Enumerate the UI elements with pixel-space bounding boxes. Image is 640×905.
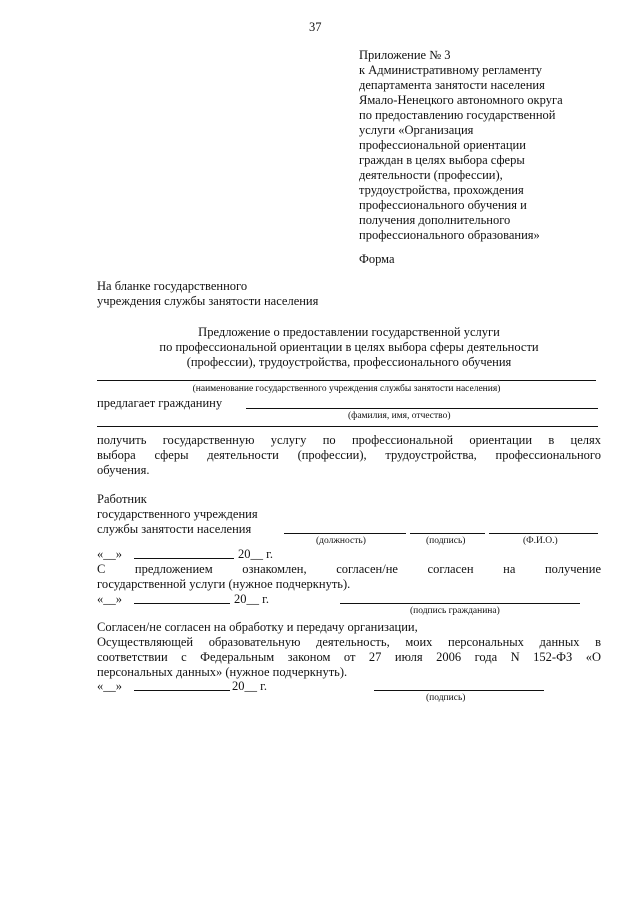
body-line: выбора сферы деятельности (профессии), трудоустройства, профессионального [97, 448, 601, 462]
consent-line: Осуществляющей образовательную деятельность, моих персональных данных в [97, 635, 601, 649]
appendix-line: к Административному регламенту [359, 63, 543, 77]
body-line: получить государственную услугу по профессиональной ориентации в целях [97, 433, 601, 447]
position-caption: (должность) [316, 536, 366, 546]
institution-underline [97, 380, 596, 381]
consent-line: Согласен/не согласен на обработку и передачу организации, [97, 620, 418, 634]
letterhead-line: учреждения службы занятости населения [97, 294, 319, 308]
appendix-block [359, 48, 563, 243]
page-number: 37 [309, 20, 322, 34]
signature-underline [374, 690, 544, 691]
consent-line: С предложением ознакомлен, согласен/не согласен на получение [97, 562, 601, 576]
title-line: по профессиональной ориентации в целях выбора сферы деятельности [159, 340, 539, 354]
appendix-line: получения дополнительного [359, 213, 511, 227]
signature-caption: (подпись) [426, 693, 466, 703]
appendix-line: деятельности (профессии), [359, 168, 503, 182]
appendix-line: по предоставлению государственной [359, 108, 556, 122]
citizen-signature-underline [340, 603, 580, 604]
date-month-underline [134, 603, 230, 604]
date-year: 20__ г. [238, 547, 273, 561]
appendix-line: Ямало-Ненецкого автономного округа [359, 93, 563, 107]
appendix-line: трудоустройства, прохождения [359, 183, 524, 197]
consent-line: государственной услуги (нужное подчеркнуть). [97, 577, 351, 591]
employee-line: государственного учреждения [97, 507, 258, 521]
date-year: 20__ г. [232, 679, 267, 693]
offers-label: предлагает гражданину [97, 396, 223, 410]
appendix-line: профессионального обучения и [359, 198, 527, 212]
date-day: «__» [97, 679, 122, 693]
appendix-line: услуги «Организация [359, 123, 474, 137]
appendix-line: Приложение № 3 [359, 48, 451, 62]
position-underline [284, 533, 406, 534]
date-year: 20__ г. [234, 592, 269, 606]
letterhead-line: На бланке государственного [97, 279, 248, 293]
title-line: Предложение о предоставлении государственной услуги [198, 325, 500, 339]
employee-fio-underline [489, 533, 598, 534]
appendix-line: граждан в целях выбора сферы [359, 153, 525, 167]
consent-line: соответствии с Федеральным законом от 27 июля 2006 года N 152-ФЗ «О [97, 650, 601, 664]
appendix-line: профессионального образования» [359, 228, 540, 242]
date-month-underline [134, 558, 234, 559]
date-month-underline [134, 690, 230, 691]
date-day: «__» [97, 547, 122, 561]
fio-continuation-underline [97, 426, 598, 427]
date-day: «__» [97, 592, 122, 606]
form-label: Форма [359, 252, 395, 266]
institution-caption: (наименование государственного учреждения службы занятости населения) [192, 384, 501, 394]
signature-caption: (подпись) [426, 536, 466, 546]
employee-line: службы занятости населения [97, 522, 252, 536]
consent-line: персональных данных» (нужное подчеркнуть). [97, 665, 348, 679]
employee-line: Работник [97, 492, 147, 506]
employee-signature-underline [410, 533, 485, 534]
body-line: обучения. [97, 463, 150, 477]
fio-short-caption: (Ф.И.О.) [523, 536, 558, 546]
appendix-line: департамента занятости населения [359, 78, 545, 92]
citizen-signature-caption: (подпись гражданина) [410, 606, 500, 616]
appendix-line: профессиональной ориентации [359, 138, 526, 152]
fio-underline [246, 408, 598, 409]
fio-caption: (фамилия, имя, отчество) [348, 411, 451, 421]
title-line: (профессии), трудоустройства, профессионального обучения [186, 355, 512, 369]
